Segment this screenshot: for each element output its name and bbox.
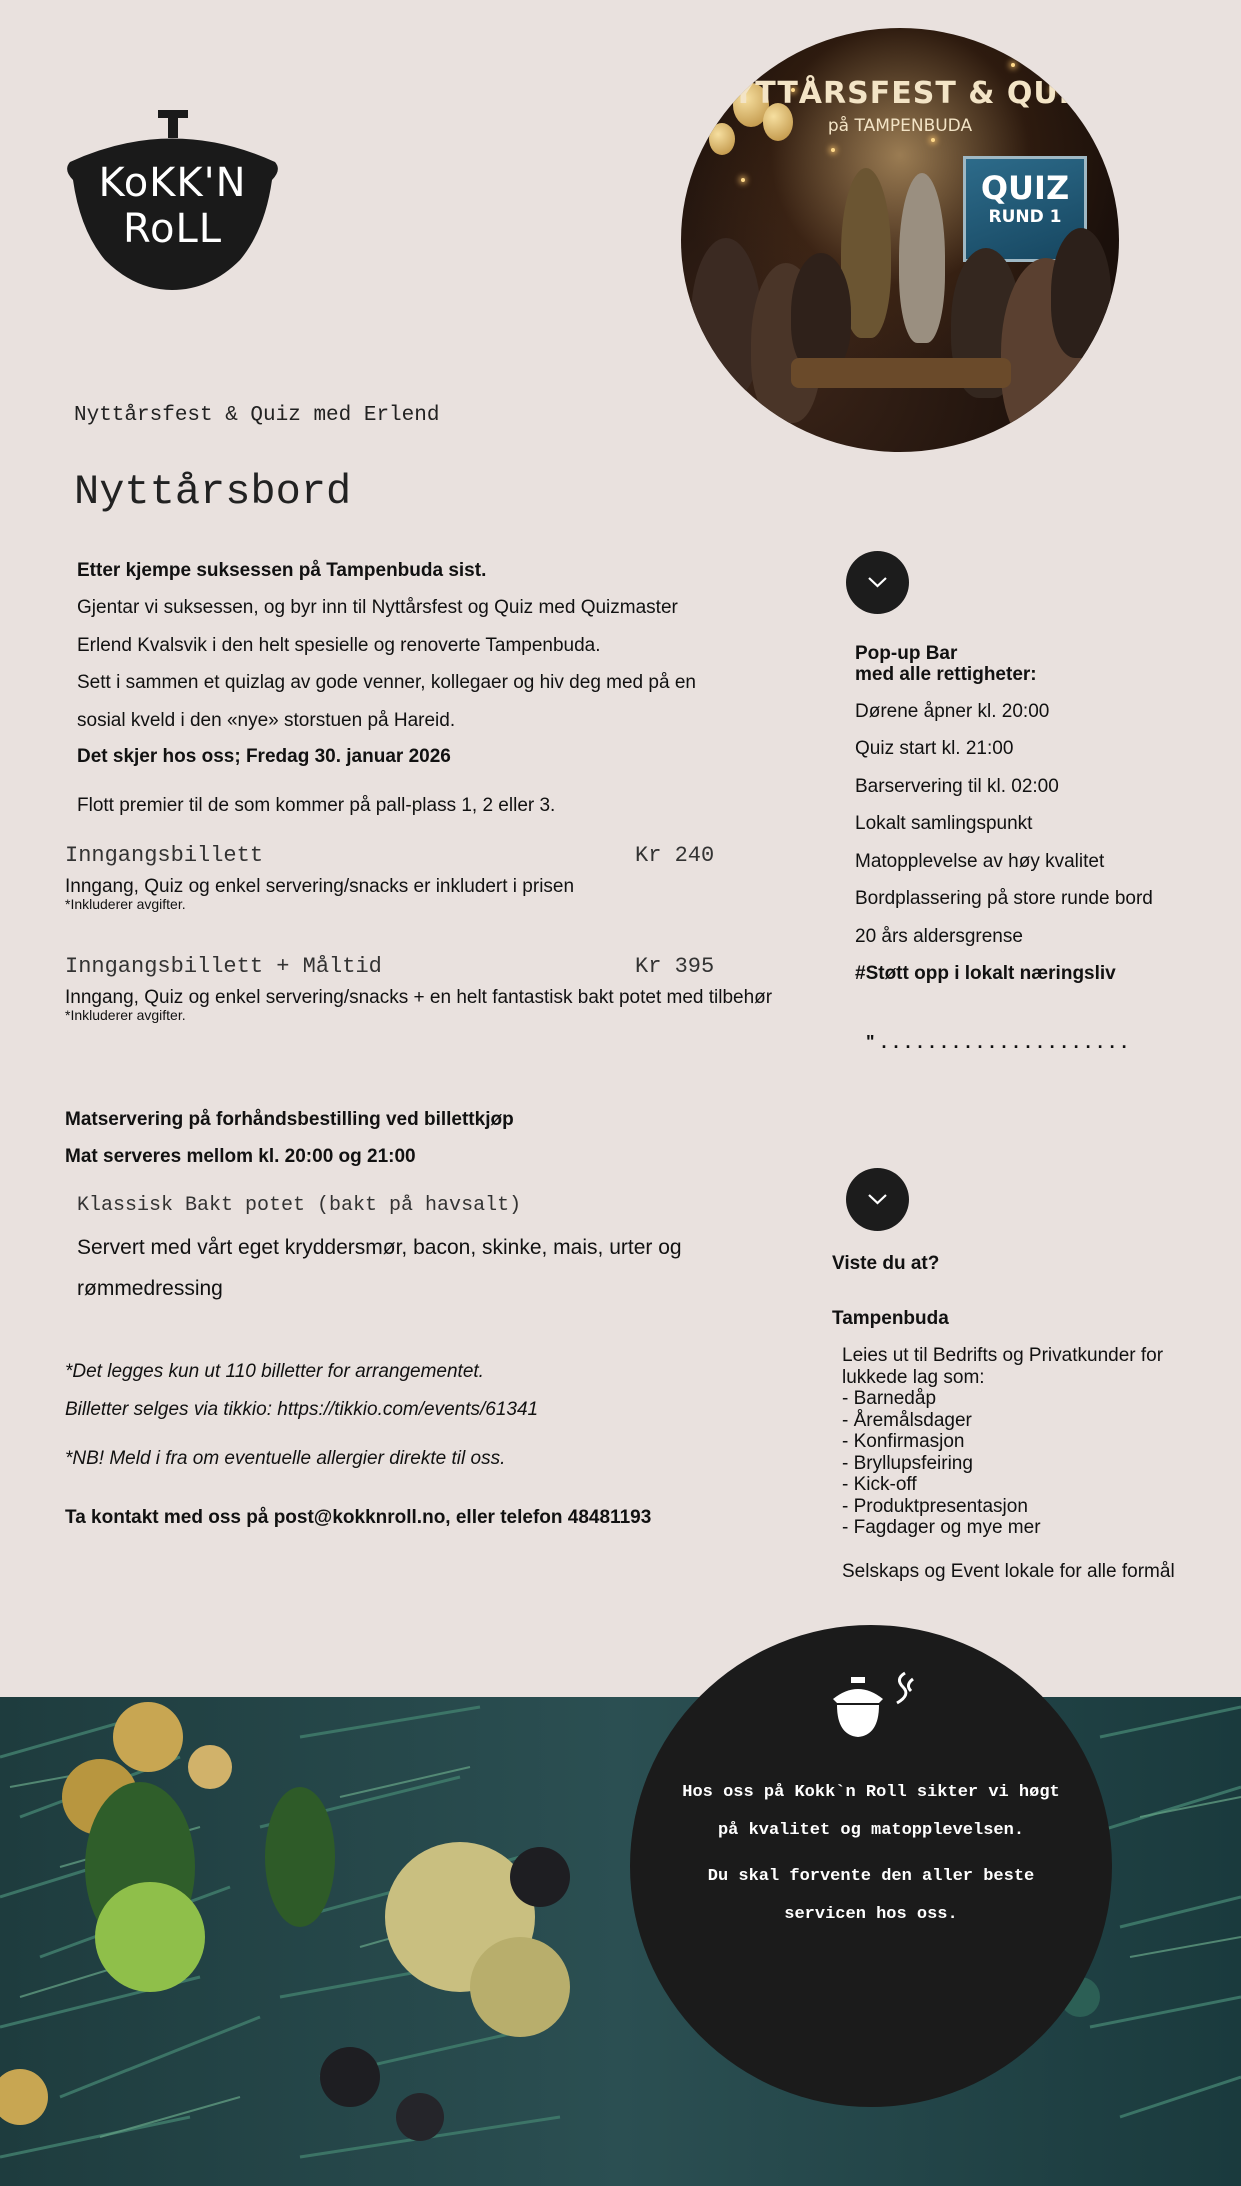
rent-list-item: - Produktpresentasjon bbox=[842, 1496, 1028, 1517]
intro-line1: Gjentar vi suksessen, og byr inn til Nyttårsfest og Quiz med Quizmaster bbox=[77, 597, 678, 618]
quiz-screen-title: QUIZ bbox=[980, 169, 1070, 207]
rent-list-item: - Barnedåp bbox=[842, 1388, 937, 1409]
rent-list-item: - Fagdager og mye mer bbox=[842, 1517, 1041, 1538]
popup-bar-title: Pop-up Bar bbox=[855, 643, 958, 664]
feature-item: Bordplassering på store runde bord bbox=[855, 888, 1153, 909]
quiz-screen-round: RUND 1 bbox=[988, 207, 1062, 227]
ticket-meal-price: Kr 395 bbox=[635, 954, 715, 979]
feature-item: Dørene åpner kl. 20:00 bbox=[855, 701, 1050, 722]
footer-line4: servicen hos oss. bbox=[784, 1905, 958, 1924]
footer-line3: Du skal forvente den aller beste bbox=[707, 1867, 1035, 1886]
intro-line3: Sett i sammen et quizlag av gode venner, kollegaer og hiv deg med på en bbox=[77, 672, 696, 693]
dish-name: Klassisk Bakt potet (bakt på havsalt) bbox=[77, 1194, 522, 1217]
rent-list-item: - Kick-off bbox=[842, 1474, 917, 1495]
ticket-desc: Inngang, Quiz og enkel servering/snacks er inkludert i prisen bbox=[65, 876, 575, 897]
rent-footer: Selskaps og Event lokale for alle formål bbox=[842, 1561, 1175, 1582]
intro-lead: Etter kjempe suksessen på Tampenbuda sist. bbox=[77, 560, 487, 581]
ticket-meal-note: *Inkluderer avgifter. bbox=[65, 1007, 186, 1023]
expand-chevron-button[interactable] bbox=[846, 1168, 909, 1231]
did-you-know-heading: Viste du at? bbox=[832, 1253, 940, 1274]
rent-text-line2: lukkede lag som: bbox=[842, 1367, 985, 1388]
rent-list-item: - Bryllupsfeiring bbox=[842, 1453, 973, 1474]
contact-info: Ta kontakt med oss på post@kokknroll.no, eller telefon 48481193 bbox=[65, 1507, 652, 1528]
hero-title: NYTTÅRSFEST & QUIZ bbox=[706, 76, 1094, 111]
logo-line2: RoLL bbox=[122, 206, 223, 252]
rent-list-item: - Konfirmasjon bbox=[842, 1431, 965, 1452]
feature-item: Lokalt samlingspunkt bbox=[855, 813, 1033, 834]
footer-line1: Hos oss på Kokk`n Roll sikter vi høgt bbox=[682, 1783, 1060, 1802]
ticket-limit-note: *Det legges kun ut 110 billetter for arrangementet. bbox=[65, 1361, 484, 1382]
food-preorder: Matservering på forhåndsbestilling ved billettkjøp bbox=[65, 1109, 514, 1130]
intro-line2: Erlend Kvalsvik i den helt spesielle og renoverte Tampenbuda. bbox=[77, 635, 601, 656]
feature-item: 20 års aldersgrense bbox=[855, 926, 1023, 947]
page-title: Nyttårsbord bbox=[74, 468, 352, 516]
event-date: Det skjer hos oss; Fredag 30. januar 2026 bbox=[77, 746, 451, 767]
ticket-price: Kr 240 bbox=[635, 843, 715, 868]
food-time: Mat serveres mellom kl. 20:00 og 21:00 bbox=[65, 1146, 416, 1167]
chevron-down-icon bbox=[866, 575, 889, 590]
kokknroll-logo bbox=[60, 110, 285, 295]
popup-bar-subtitle: med alle rettigheter: bbox=[855, 664, 1037, 685]
feature-item: Quiz start kl. 21:00 bbox=[855, 738, 1014, 759]
ticket-sales-note: Billetter selges via tikkio: https://tikkio.com/events/61341 bbox=[65, 1399, 539, 1420]
event-subtitle: Nyttårsfest & Quiz med Erlend bbox=[74, 404, 440, 427]
rent-list-item: - Åremålsdager bbox=[842, 1410, 972, 1431]
venue-name: Tampenbuda bbox=[832, 1308, 949, 1329]
ticket-name: Inngangsbillett bbox=[65, 843, 264, 868]
footer-message-circle bbox=[630, 1625, 1112, 2107]
ticket-note: *Inkluderer avgifter. bbox=[65, 896, 186, 912]
dish-desc-line1: Servert med vårt eget kryddersmør, bacon, skinke, mais, urter og bbox=[77, 1236, 682, 1259]
feature-item: Matopplevelse av høy kvalitet bbox=[855, 851, 1105, 872]
dish-desc-line2: rømmedressing bbox=[77, 1277, 223, 1300]
event-hero-image bbox=[681, 28, 1119, 452]
ticket-meal-name: Inngangsbillett + Måltid bbox=[65, 954, 382, 979]
hashtag-text: #Støtt opp i lokalt næringsliv bbox=[855, 963, 1116, 984]
hero-subtitle: på TAMPENBUDA bbox=[827, 116, 973, 136]
logo-line1: KoKK'N bbox=[98, 160, 247, 206]
intro-line4: sosial kveld i den «nye» storstuen på Hareid. bbox=[77, 710, 456, 731]
chevron-down-icon bbox=[866, 1192, 889, 1207]
allergy-note: *NB! Meld i fra om eventuelle allergier direkte til oss. bbox=[65, 1448, 506, 1469]
steaming-pot-icon bbox=[825, 1665, 925, 1745]
feature-item: Barservering til kl. 02:00 bbox=[855, 776, 1059, 797]
dotted-divider: " . . . . . . . . . . . . . . . . . . . . . bbox=[866, 1032, 1128, 1052]
ticket-meal-desc: Inngang, Quiz og enkel servering/snacks + en helt fantastisk bakt potet med tilbehør bbox=[65, 987, 773, 1008]
footer-line2: på kvalitet og matopplevelsen. bbox=[717, 1821, 1025, 1840]
expand-chevron-button[interactable] bbox=[846, 551, 909, 614]
rent-text-line1: Leies ut til Bedrifts og Privatkunder for bbox=[842, 1345, 1164, 1366]
prizes-text: Flott premier til de som kommer på pall-plass 1, 2 eller 3. bbox=[77, 795, 556, 816]
